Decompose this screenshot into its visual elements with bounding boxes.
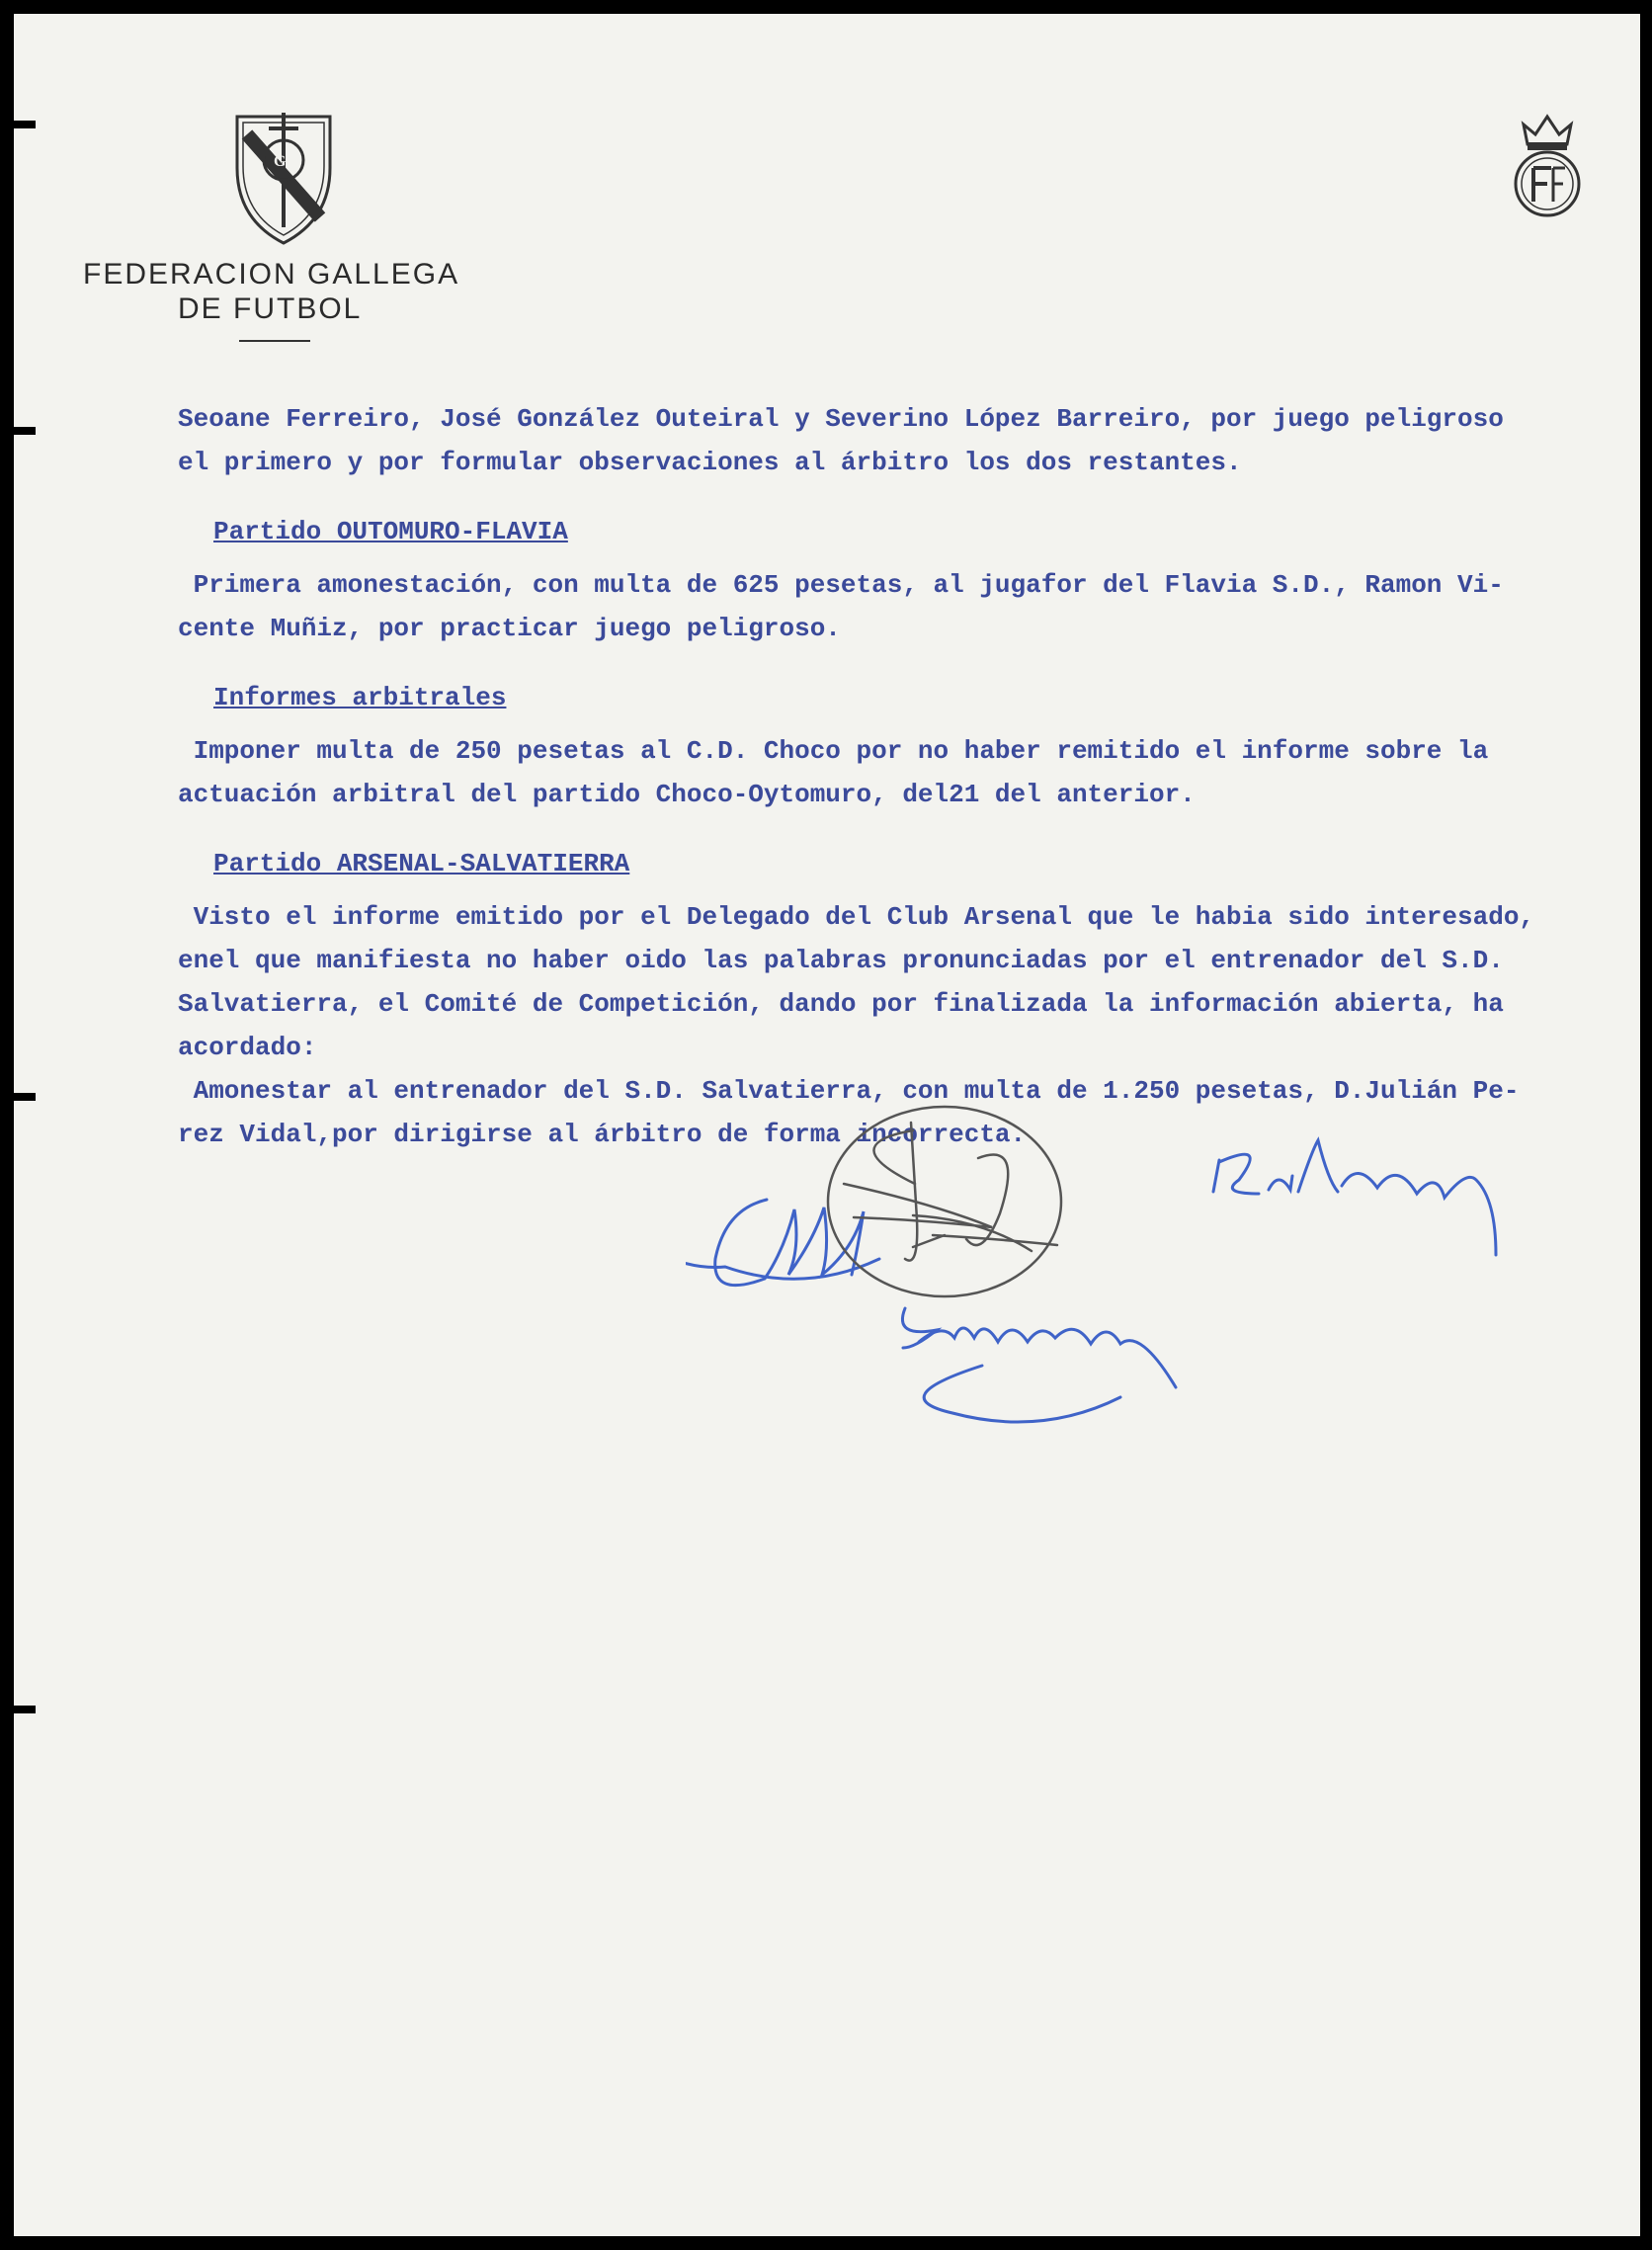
body-line: Salvatierra, el Comité de Competición, dando por finalizada la información abierta, ha [178, 989, 1504, 1019]
body-line: acordado: [178, 1033, 317, 1062]
body-line: cente Muñiz, por practicar juego peligroso. [178, 614, 841, 643]
document-page [14, 14, 1640, 2236]
binder-tab [14, 121, 36, 128]
signature-2-pencil [828, 1107, 1061, 1296]
body-line: el primero y por formular observaciones al árbitro los dos restantes. [178, 448, 1242, 477]
section-heading: Informes arbitrales [213, 683, 507, 712]
body-line: enel que manifiesta no haber oido las palabras pronunciadas por el entrenador del S.D. [178, 946, 1504, 975]
binder-tab [14, 1706, 36, 1713]
body-line: Visto el informe emitido por el Delegado del Club Arsenal que le habia sido interesado, [178, 902, 1535, 932]
signatures-area [686, 1101, 1624, 1457]
body-line: Primera amonestación, con multa de 625 pesetas, al jugafor del Flavia S.D., Ramon Vi- [178, 570, 1504, 600]
binder-tab [14, 427, 36, 435]
signature-1 [686, 1200, 879, 1286]
signature-3 [1213, 1140, 1496, 1255]
binder-tab [14, 1093, 36, 1101]
royal-spanish-federation-crest-icon [1502, 109, 1593, 219]
letterhead-rule [239, 340, 310, 342]
body-line: rez Vidal,por dirigirse al árbitro de forma incorrecta. [178, 1120, 1027, 1149]
signature-4 [902, 1308, 1176, 1422]
galician-football-federation-crest-icon [229, 109, 338, 247]
section-heading: Partido OUTOMURO-FLAVIA [213, 517, 568, 546]
organization-name: FEDERACION GALLEGA [83, 258, 460, 291]
svg-text:G: G [274, 153, 287, 170]
organization-name-line2: DE FUTBOL [178, 292, 363, 325]
body-line: Seoane Ferreiro, José González Outeiral y Severino López Barreiro, por juego peligroso [178, 404, 1504, 434]
document-body [178, 397, 1620, 1156]
body-line: actuación arbitral del partido Choco-Oytomuro, del21 del anterior. [178, 780, 1196, 809]
body-line: Amonestar al entrenador del S.D. Salvatierra, con multa de 1.250 pesetas, D.Julián Pe- [178, 1076, 1520, 1106]
section-heading: Partido ARSENAL-SALVATIERRA [213, 849, 630, 878]
body-line: Imponer multa de 250 pesetas al C.D. Choco por no haber remitido el informe sobre la [178, 736, 1489, 766]
